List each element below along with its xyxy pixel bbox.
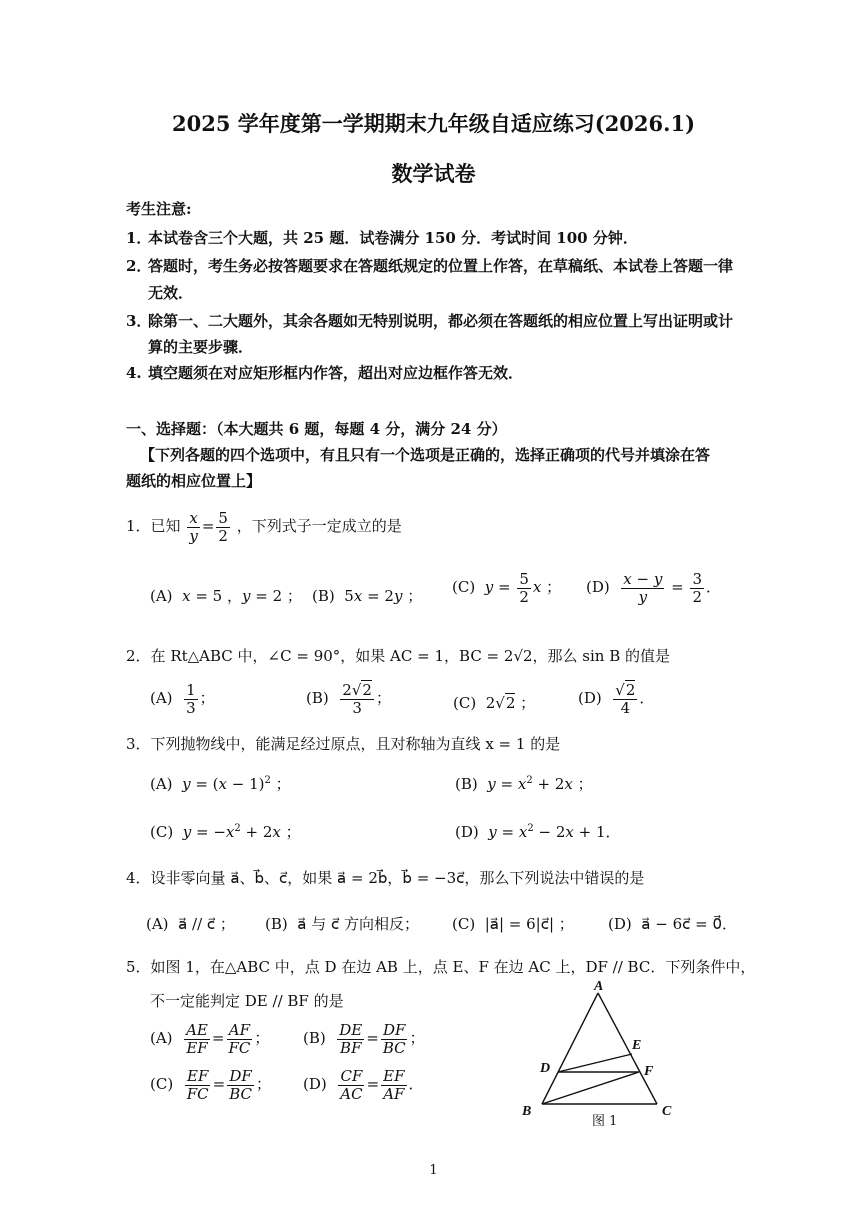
note-item: 3．除第一、二大题外，其余各题如无特别说明，都必须在答题纸的相应位置上写出证明或计 <box>126 312 734 330</box>
question-5-stem: 5．如图 1，在△ABC 中，点 D 在边 AB 上，点 E、F 在边 AC 上，DF // BC．下列条件中， <box>126 958 756 976</box>
question-1-option-b[interactable]: (B) 5x = 2y ； <box>312 587 423 605</box>
question-5-option-b[interactable]: (B) $\frac{DE}{BF}$ = $\frac{DF}{BC}$ ； <box>303 1021 425 1057</box>
figure-1-diagram <box>510 975 690 1130</box>
segment-BF <box>542 1072 639 1104</box>
question-2-option-a[interactable]: (A) $\frac{1}{3}$ ； <box>150 681 215 717</box>
segment-AC <box>598 993 657 1104</box>
question-4-option-a[interactable]: (A) a⃗ // c⃗ ； <box>146 915 235 933</box>
question-5-stem-line2: 不一定能判定 DE // BF 的是 <box>150 992 344 1010</box>
question-3-option-c[interactable]: (C) $y = -x^2 + 2x$ ； <box>150 823 301 841</box>
question-4-stem: 4．设非零向量 a⃗、b⃗、c⃗，如果 a⃗ = 2b⃗，b⃗ = −3c⃗，那么下列说法中错误的是 <box>126 869 645 887</box>
question-1-option-a[interactable]: (A) x = 5 ，y = 2 ； <box>150 587 302 605</box>
segment-DE <box>558 1054 632 1072</box>
question-3-option-a[interactable]: (A) $y = (x - 1)^2$ ； <box>150 775 291 793</box>
note-item-continuation: 算的主要步骤． <box>148 338 254 356</box>
question-2-option-c[interactable]: (C) 2√2 ； <box>453 694 536 712</box>
question-1-option-c[interactable]: (C) y = $\frac{5}{2}$ x ； <box>452 570 562 606</box>
question-2-option-b[interactable]: (B) $\frac{2√2}{3}$ ； <box>306 681 391 717</box>
question-2-option-d[interactable]: (D) $\frac{√2}{4}$ ． <box>578 681 655 717</box>
page-number: 1 <box>429 1163 438 1178</box>
note-item: 4. 填空题须在对应矩形框内作答，超出对应边框作答无效． <box>126 364 524 382</box>
figure-caption: 图 1 <box>592 1114 618 1129</box>
question-5-option-a[interactable]: (A) $\frac{AE}{EF}$ = $\frac{AF}{FC}$ ； <box>150 1021 270 1057</box>
question-3-stem: 3．下列抛物线中，能满足经过原点，且对称轴为直线 x = 1 的是 <box>126 735 561 753</box>
question-3-option-b[interactable]: (B) $y = x^2 + 2x$ ； <box>455 775 593 793</box>
section-heading: 一、选择题：（本大题共 6 题，每题 4 分，满分 24 分） <box>126 420 507 438</box>
label-A: A <box>594 979 604 994</box>
label-E: E <box>632 1038 642 1053</box>
question-1-option-d[interactable]: (D) $\frac{x - y}{y}$ = $\frac{3}{2}$ ． <box>586 570 721 606</box>
question-4-option-b[interactable]: (B) a⃗ 与 c⃗ 方向相反； <box>265 915 420 933</box>
section-instruction: 题纸的相应位置上】 <box>126 472 262 490</box>
label-B: B <box>522 1104 532 1119</box>
note-item-continuation: 无效． <box>148 284 194 302</box>
notes-heading: 考生注意: <box>126 200 192 218</box>
question-4-option-d[interactable]: (D) a⃗ − 6c⃗ = 0⃗． <box>608 915 738 933</box>
label-D: D <box>540 1061 551 1076</box>
question-4-option-c[interactable]: (C) |a⃗| = 6|c⃗| ； <box>452 915 574 933</box>
question-3-option-d[interactable]: (D) $y = x^2 - 2x + 1$． <box>455 823 621 841</box>
note-item: 1．本试卷含三个大题，共 25 题．试卷满分 150 分．考试时间 100 分钟． <box>126 229 638 247</box>
note-item: 2．答题时，考生务必按答题要求在答题纸规定的位置上作答，在草稿纸、本试卷上答题一律 <box>126 257 734 275</box>
exam-subtitle: 数学试卷 <box>391 161 476 186</box>
label-F: F <box>644 1064 654 1079</box>
label-C: C <box>662 1104 672 1119</box>
question-5-option-d[interactable]: (D) $\frac{CF}{AC}$ = $\frac{EF}{AF}$ ． <box>303 1067 424 1103</box>
exam-title: 2025 学年度第一学期期末九年级自适应练习(2026.1) <box>172 111 695 136</box>
section-instruction: 【下列各题的四个选项中，有且只有一个选项是正确的，选择正确项的代号并填涂在答 <box>140 446 711 464</box>
segment-AB <box>542 993 598 1104</box>
question-1-stem: 1．已知 $\frac{x}{y}$ = $\frac{5}{2}$ ，下列式子一定成立的是 <box>126 509 402 545</box>
question-2-stem: 2．在 Rt△ABC 中，∠C = 90°，如果 AC = 1，BC = 2√2，那么 sin B 的值是 <box>126 647 671 665</box>
question-5-option-c[interactable]: (C) $\frac{EF}{FC}$ = $\frac{DF}{BC}$ ； <box>150 1067 271 1103</box>
